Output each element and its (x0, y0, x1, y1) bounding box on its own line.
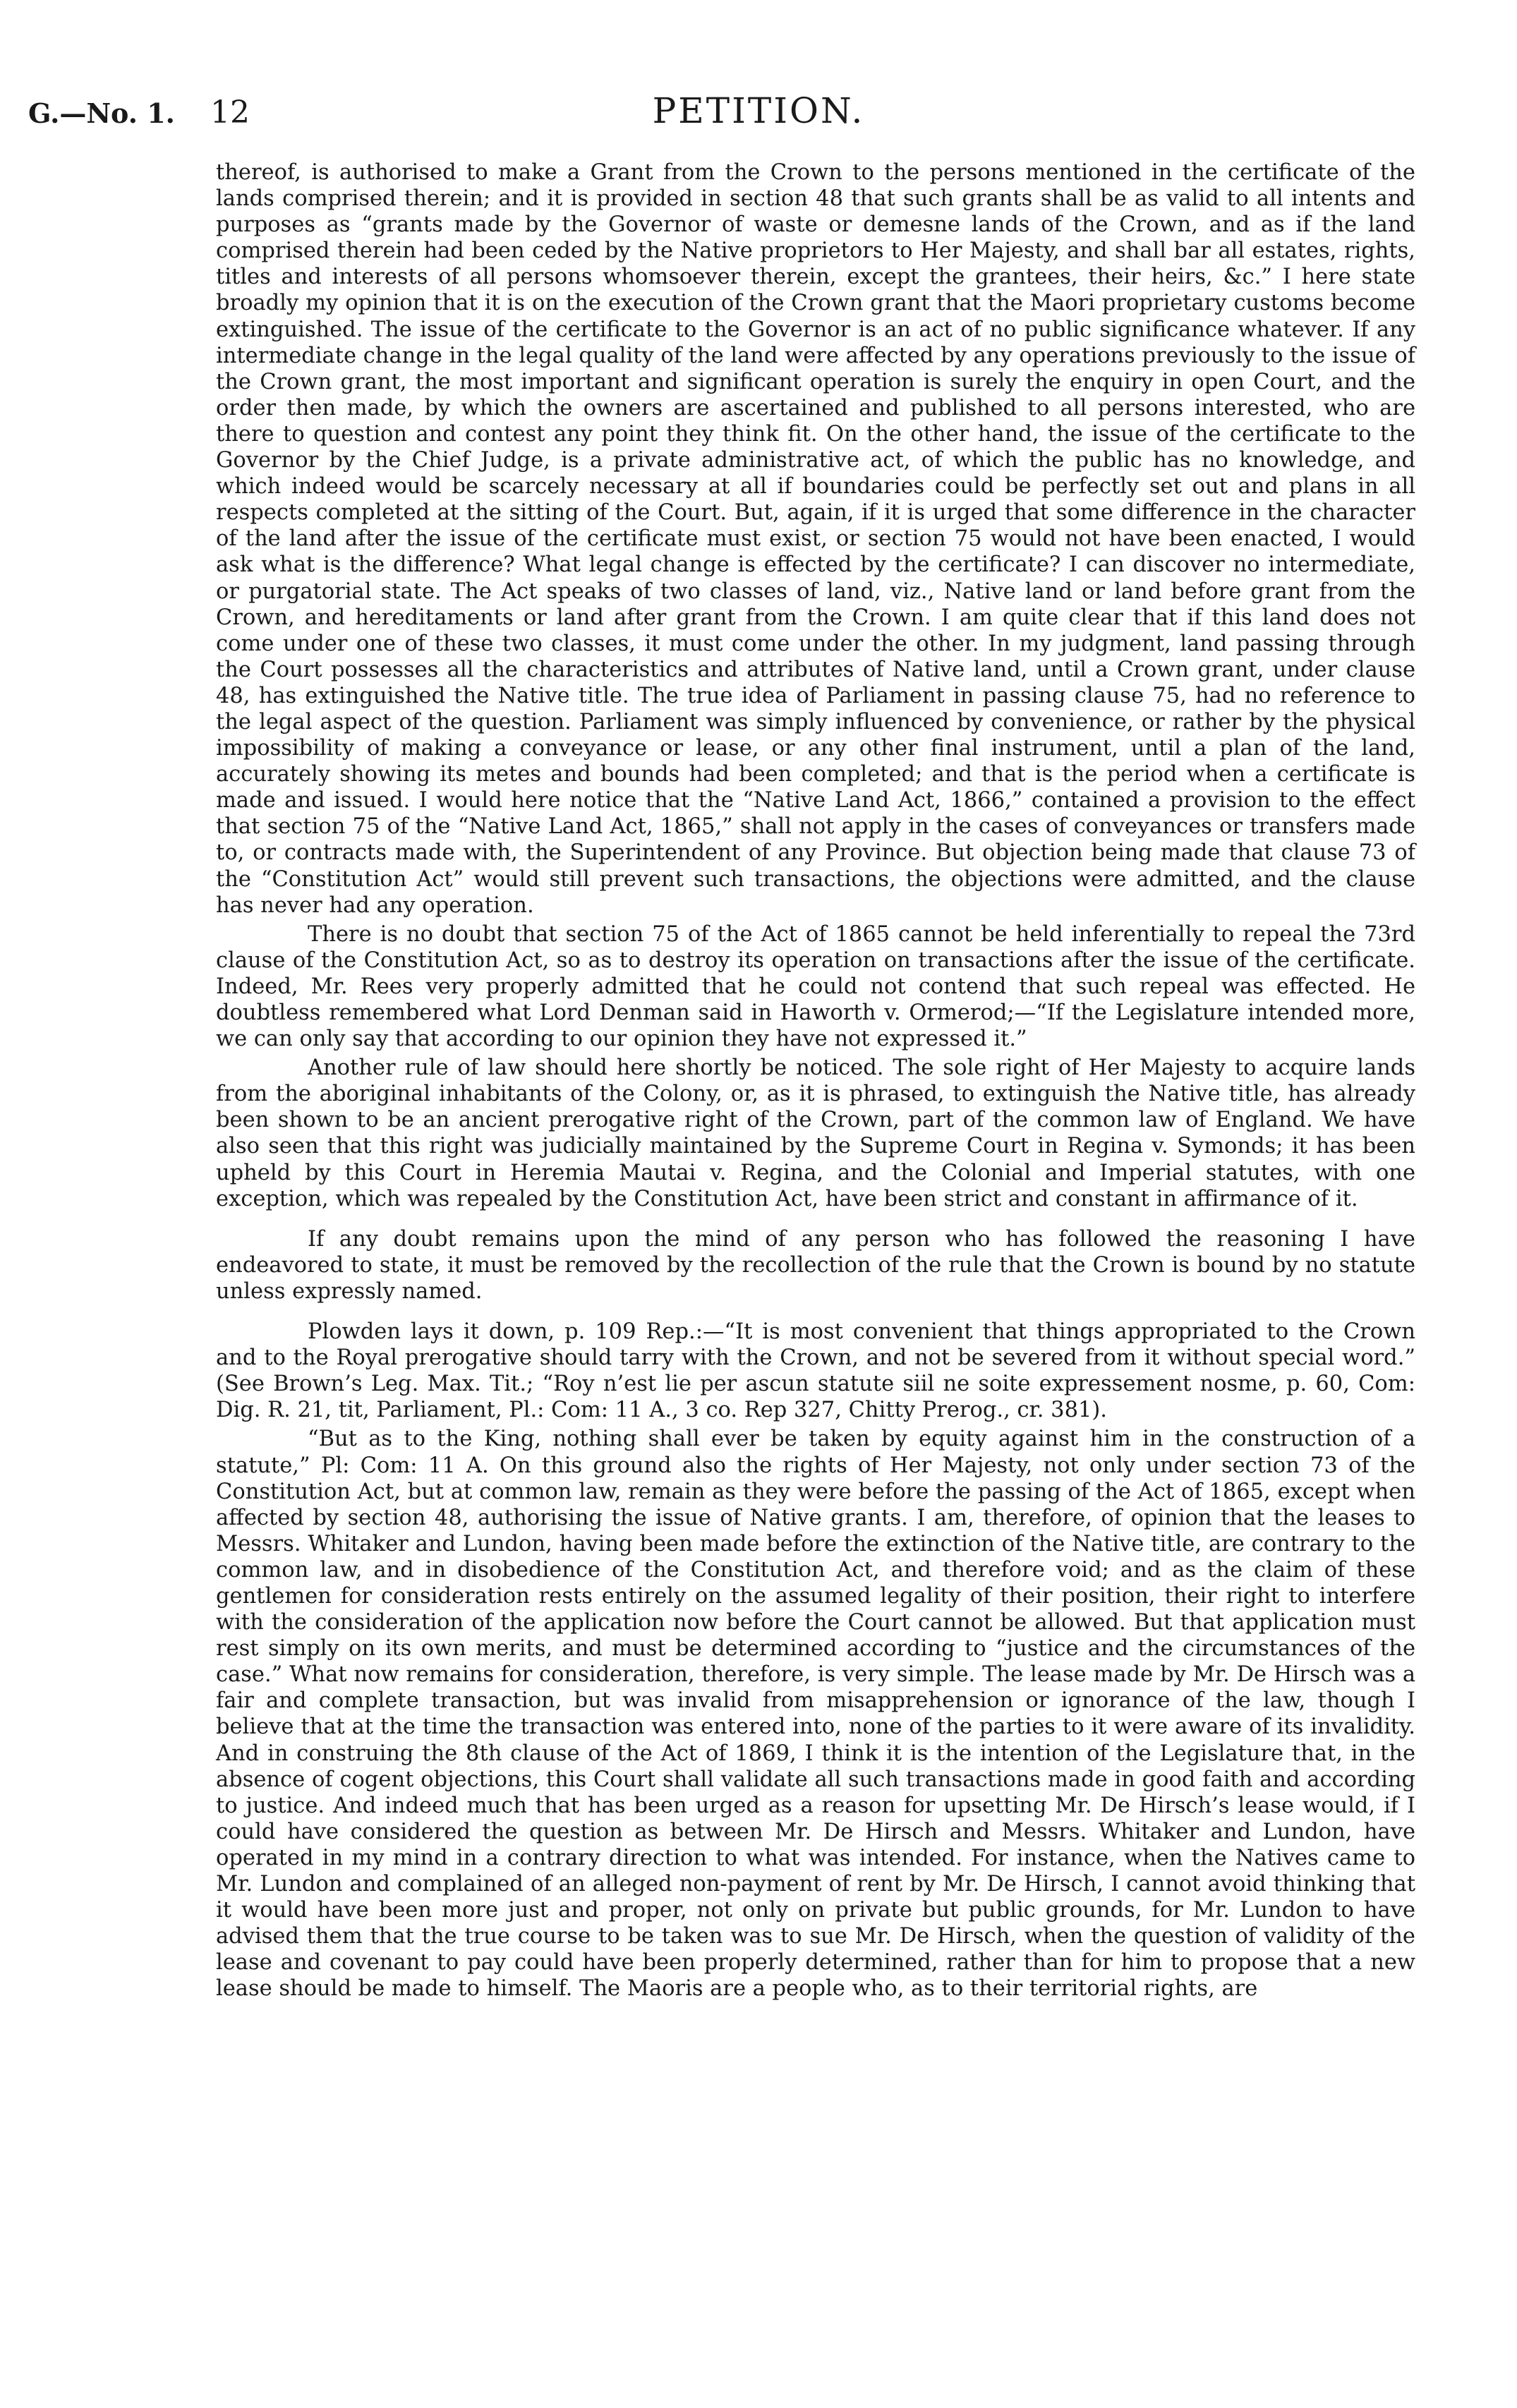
page-title: PETITION. (652, 90, 865, 131)
paragraph: There is no doubt that section 75 of the Act of 1865 cannot be held inferentially to repeal the 73rd clause of the Constitution Act, so as to destroy its operation on transactions after the issue of the certificate. Indeed, Mr. Rees very properly admitted that he could not contend that such repeal was effected. He doubtless remembered what Lord Denman said in Haworth v. Ormerod;—“If the Legislature intended more, we can only say that according to our opinion they have not expressed it.” (216, 921, 1415, 1052)
paragraph: “But as to the King, nothing shall ever be taken by equity against him in the construction of a statute,” Pl: Com: 11 A. On this ground also the rights of Her Majesty, not only under section 73 of the Constitution Act, but at common law, remain as they were before the passing of the Act of 1865, except when affected by section 48, authorising the issue of Native grants. I am, therefore, of opinion that the leases to Messrs. Whitaker and Lundon, having been made before the extinction of the Native title, are contrary to the common law, and in disobedience of the Constitution Act, and therefore void; and as the claim of these gentlemen for consideration rests entirely on the assumed legality of their position, their right to interfere with the consideration of the application now before the Court cannot be allowed. But that application must rest simply on its own merits, and must be determined according to “justice and the circumstances of the case.” What now remains for consideration, therefore, is very simple. The lease made by Mr. De Hirsch was a fair and complete transaction, but was invalid from misapprehension or ignorance of the law, though I believe that at the time the transaction was entered into, none of the parties to it were aware of its invalidity. And in construing the 8th clause of the Act of 1869, I think it is the intention of the Legislature that, in the absence of cogent objections, this Court shall validate all such transactions made in good faith and according to justice. And indeed much that has been urged as a reason for upsetting Mr. De Hirsch’s lease would, if I could have considered the question as between Mr. De Hirsch and Messrs. Whitaker and Lundon, have operated in my mind in a contrary direction to what was intended. For instance, when the Natives came to Mr. Lundon and complained of an alleged non-payment of rent by Mr. De Hirsch, I cannot avoid thinking that it would have been more just and proper, not only on private but public grounds, for Mr. Lundon to have advised them that the true course to be taken was to sue Mr. De Hirsch, when the question of validity of the lease and covenant to pay could have been properly determined, rather than for him to propose that a new lease should be made to himself. The Maoris are a people who, as to their territorial rights, are (216, 1427, 1415, 2002)
page-header (0, 85, 1517, 141)
document-body (216, 159, 1415, 2002)
paragraph: thereof, is authorised to make a Grant from the Crown to the persons mentioned in the certificate of the lands comprised therein; and it is provided in section 48 that such grants shall be as valid to all intents and purposes as “grants made by the Governor of waste or demesne lands of the Crown, and as if the land comprised therein had been ceded by the Native proprietors to Her Majesty, and shall bar all estates, rights, titles and interests of all persons whomsoever therein, except the grantees, their heirs, &c.” I here state broadly my opinion that it is on the execution of the Crown grant that the Maori proprietary customs become extinguished. The issue of the certificate to the Governor is an act of no public significance whatever. If any intermediate change in the legal quality of the land were affected by any operations previously to the issue of the Crown grant, the most important and significant operation is surely the enquiry in open Court, and the order then made, by which the owners are ascertained and published to all persons interested, who are there to question and contest any point they think fit. On the other hand, the issue of the certificate to the Governor by the Chief Judge, is a private administrative act, of which the public has no knowledge, and which indeed would be scarcely necessary at all if boundaries could be perfectly set out and plans in all respects completed at the sitting of the Court. But, again, if it is urged that some difference in the character of the land after the issue of the certificate must exist, or section 75 would not have been enacted, I would ask what is the difference? What legal change is effected by the certificate? I can discover no intermediate, or purgatorial state. The Act speaks of two classes of land, viz., Native land or land before grant from the Crown, and hereditaments or land after grant from the Crown. I am quite clear that if this land does not come under one of these two classes, it must come under the other. In my judgment, land passing through the Court possesses all the characteristics and attributes of Native land, until a Crown grant, under clause 48, has extinguished the Native title. The true idea of Parliament in passing clause 75, had no reference to the legal aspect of the question. Parliament was simply influenced by convenience, or rather by the physical impossibility of making a conveyance or lease, or any other final instrument, until a plan of the land, accurately showing its metes and bounds had been completed; and that is the period when a certificate is made and issued. I would here notice that the “Native Land Act, 1866,” contained a provision to the effect that section 75 of the “Native Land Act, 1865,” shall not apply in the cases of conveyances or transfers made to, or contracts made with, the Superintendent of any Province. But objection being made that clause 73 of the “Constitution Act” would still prevent such transactions, the objections were admitted, and the clause has never had any operation. (216, 160, 1415, 918)
page-number: 12 (210, 95, 250, 131)
paragraph: Another rule of law should here shortly be noticed. The sole right of Her Majesty to acquire lands from the aboriginal inhabitants of the Colony, or, as it is phrased, to extinguish the Native title, has already been shown to be an ancient prerogative right of the Crown, part of the common law of England. We have also seen that this right was judicially maintained by the Supreme Court in Regina v. Symonds; it has been upheld by this Court in Heremia Mautai v. Regina, and the Colonial and Imperial statutes, with one exception, which was repealed by the Constitution Act, have been strict and constant in affirmance of it. (216, 1055, 1415, 1211)
paragraph: If any doubt remains upon the mind of any person who has followed the reasoning I have endeavored to state, it must be removed by the recollection of the rule that the Crown is bound by no statute unless expressly named. (216, 1226, 1415, 1304)
document-reference: G.—No. 1. (28, 97, 175, 129)
paragraph: Plowden lays it down, p. 109 Rep.:—“It is most convenient that things appropriated to the Crown and to the Royal prerogative should tarry with the Crown, and not be severed from it without special word.” (See Brown’s Leg. Max. Tit.; “Roy n’est lie per ascun statute siil ne soite expressement nosme, p. 60, Com: Dig. R. 21, tit, Parliament, Pl.: Com: 11 A., 3 co. Rep 327, Chitty Prerog., cr. 381). (216, 1319, 1415, 1423)
